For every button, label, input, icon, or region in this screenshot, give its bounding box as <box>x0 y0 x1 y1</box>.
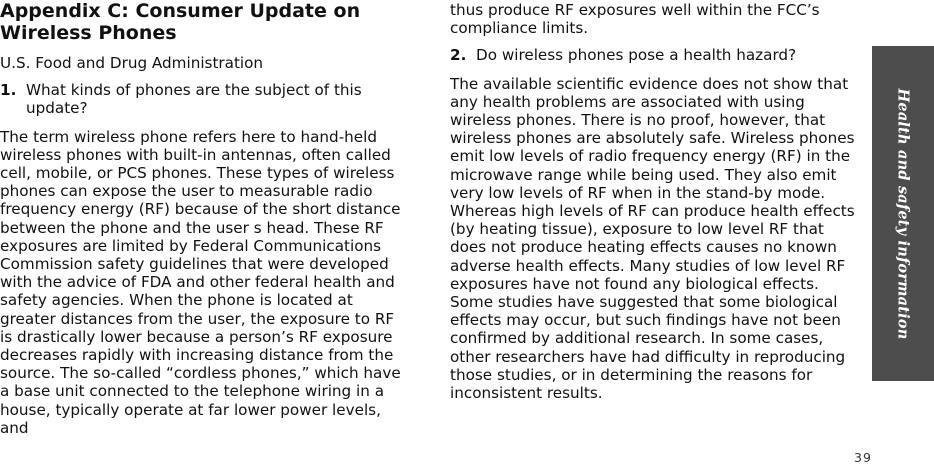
question-1-number: 1. <box>0 81 17 100</box>
question-2-text: Do wireless phones pose a health hazard? <box>476 46 797 65</box>
page-number: 39 <box>854 450 872 465</box>
question-1 <box>0 81 408 117</box>
question-2 <box>450 46 858 64</box>
question-2-number: 2. <box>450 46 467 65</box>
answer-2-paragraph: The available scientific evidence does not show that any health problems are associated with using wireless phones. There is no proof, however, that wireless phones are absolutely safe. Wireless phones emit low levels of radio frequency energy (RF) in the microwave range while being used. They also emit very low levels of RF when in the stand-by mode. Whereas high levels of RF can produce health effects (by heating tissue), exposure to low level RF that does not produce heating effects causes no known adverse health effects. Many studies of low level RF exposures have not found any biological effects. Some studies have suggested that some biological effects may occur, but such findings have not been confirmed by additional research. In some cases, other researchers have had difficulty in reproducing those studies, or in determining the reasons for inconsistent results. <box>450 74 855 403</box>
page-title <box>0 0 408 44</box>
question-1-text: What kinds of phones are the subject of this update? <box>26 81 362 118</box>
section-sidebar-label: Health and safety information <box>894 88 912 339</box>
left-column <box>0 0 408 437</box>
agency-name: U.S. Food and Drug Administration <box>0 54 264 72</box>
section-sidebar-tab <box>872 46 934 381</box>
right-column <box>450 0 858 402</box>
answer-1-continued: thus produce RF exposures well within the FCC’s compliance limits. <box>450 1 820 38</box>
answer-1-paragraph: The term wireless phone refers here to hand-held wireless phones with built-in antennas, often called cell, mobile, or PCS phones. These types of wireless phones can expose the user to measurable radio frequency energy (RF) because of the short distance between the phone and the user s head. These RF exposures are limited by Federal Communications Commission safety guidelines that were developed with the advice of FDA and other federal health and safety agencies. When the phone is located at greater distances from the user, the exposure to RF is drastically lower because a person’s RF exposure decreases rapidly with increasing distance from the source. The so-called “cordless phones,” which have a base unit connected to the telephone wiring in a house, typically operate at far lower power levels, and <box>0 127 401 437</box>
title-line-1: Appendix C: Consumer Update on <box>0 0 361 22</box>
title-line-2: Wireless Phones <box>0 22 177 44</box>
